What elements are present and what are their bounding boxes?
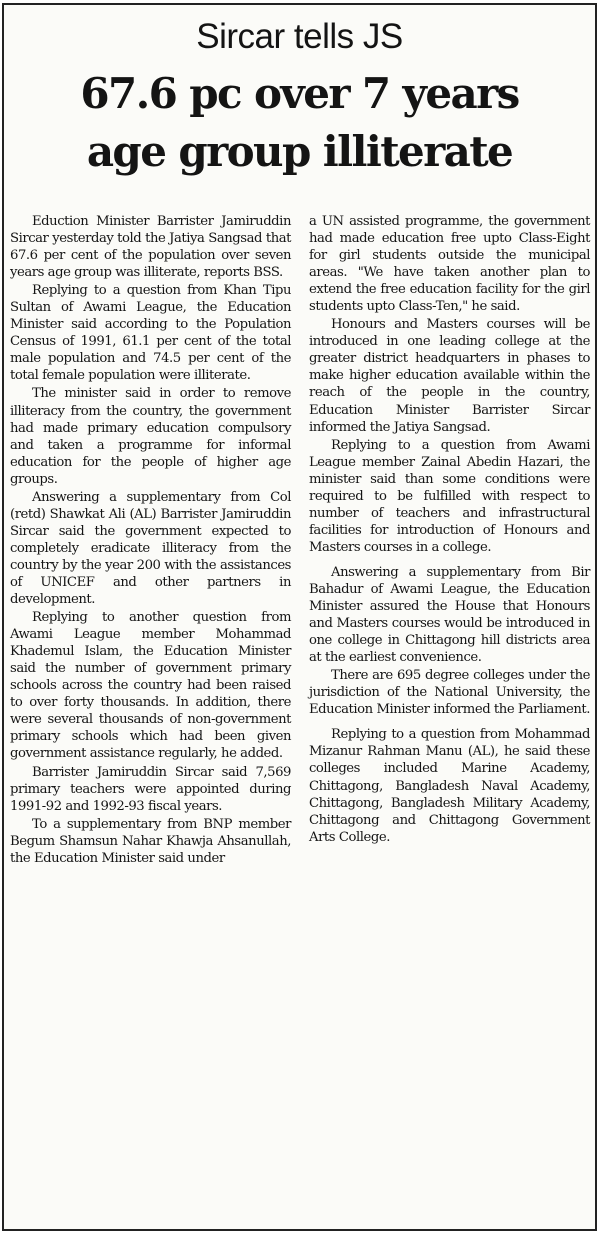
paragraph: Eduction Minister Barrister Jamiruddin Sircar yesterday told the Jatiya Sangsad that 67.6 per cent of the population over seven years age group was illiterate, reports BSS. <box>10 214 291 281</box>
paragraph: Answering a supplementary from Bir Bahadur of Awami League, the Education Minister assured the House that Honours and Masters courses would be introduced in one college in Chittagong hill districts area at the earliest convenience. <box>309 564 590 666</box>
paragraph: The minister said in order to remove illiteracy from the country, the government had made primary education compulsory and taken a programme for informal education for the people of higher age groups. <box>10 386 291 487</box>
paragraph: a UN assisted programme, the government had made education free upto Class-Eight for girl students outside the municipal areas. "We have taken another plan to extend the free education facility for the girl students upto Class-Ten," he said. <box>309 214 590 315</box>
paragraph: Replying to a question from Awami League member Zainal Abedin Hazari, the minister said than some conditions were required to be fulfilled with respect to number of teachers and infrastructural facilities for introduction of Honours and Masters courses in a college. <box>309 437 590 555</box>
headline-line-2: age group illiterate <box>86 127 513 176</box>
paragraph: Replying to a question from Khan Tipu Sultan of Awami League, the Education Minister said according to the Population Census of 1991, 61.1 per cent of the total male population and 74.5 per cent of the total female population were illiterate. <box>10 283 291 384</box>
paragraph: Replying to another question from Awami League member Mohammad Khademul Islam, the Education Minister said the number of government primary schools across the country had been raised to over forty thousands. In addition, there were several thousands of non-government primary schools which had been given government assistance regularly, he added. <box>10 610 291 762</box>
paragraph: Barrister Jamiruddin Sircar said 7,569 primary teachers were appointed during 1991-92 and 1992-93 fiscal years. <box>10 764 291 814</box>
kicker-headline: Sircar tells JS <box>196 17 403 56</box>
newspaper-clipping <box>2 3 597 1231</box>
paragraph: Replying to a question from Mohammad Mizanur Rahman Manu (AL), he said these colleges included Marine Academy, Chittagong, Bangladesh Naval Academy, Chittagong, Bangladesh Military Academy, Chittagong and Chittagong Government Arts College. <box>309 727 590 845</box>
paragraph: There are 695 degree colleges under the jurisdiction of the National University, the Education Minister informed the Parliament. <box>309 668 591 718</box>
paragraph: To a supplementary from BNP member Begum Shamsun Nahar Khawja Ahsanullah, the Education Minister said under <box>10 816 291 866</box>
article-column-1 <box>10 213 291 1229</box>
paragraph: Honours and Masters courses will be introduced in one leading college at the greater district headquarters in phases to make higher education available within the reach of the people in the country, Education Minister Barrister Sircar informed the Jatiya Sangsad. <box>309 317 590 435</box>
headline-line-1: 67.6 pc over 7 years <box>80 69 519 118</box>
article-body <box>10 213 590 1229</box>
article-column-2 <box>309 213 590 1229</box>
paragraph: Answering a supplementary from Col (retd) Shawkat Ali (AL) Barrister Jamiruddin Sircar said the government expected to completely eradicate illiteracy from the country by the year 200 with the assistances of UNICEF and other partners in development. <box>10 489 291 608</box>
